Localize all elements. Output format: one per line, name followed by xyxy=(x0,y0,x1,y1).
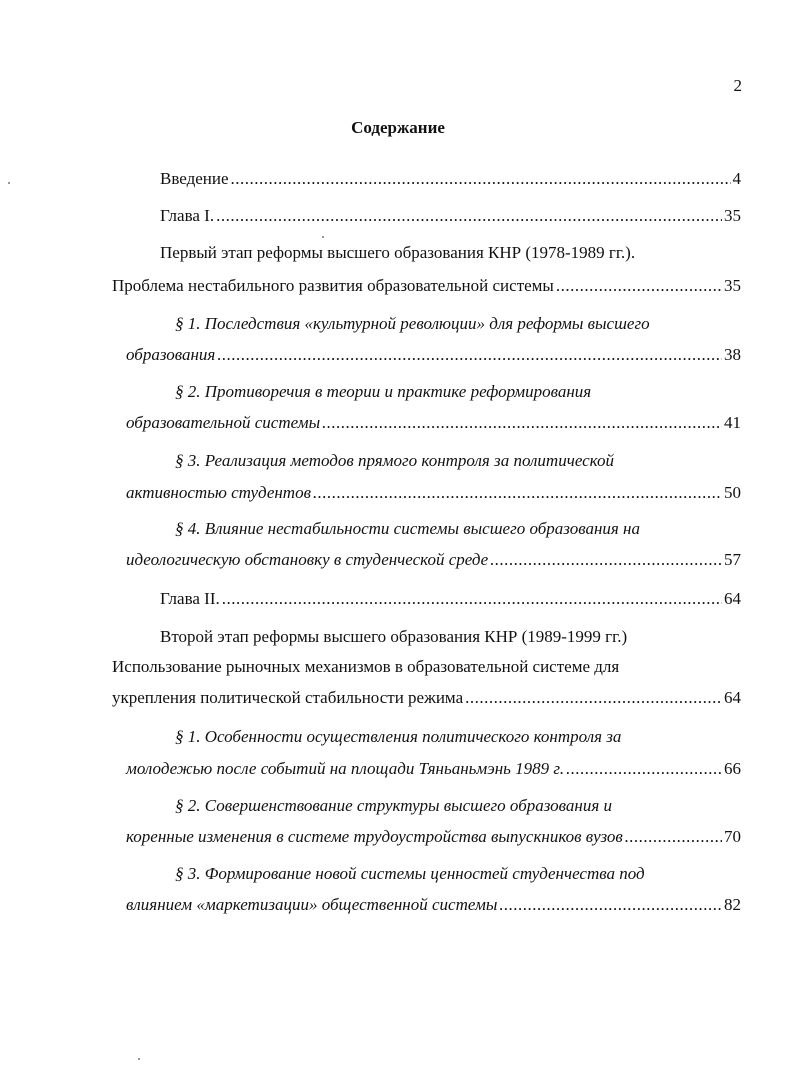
toc-page: 82 xyxy=(724,895,741,914)
section-1-4-line-1: § 4. Влияние нестабильности системы высшего образования на xyxy=(175,519,640,538)
toc-label: Проблема нестабильного развития образовательной системы xyxy=(112,276,554,295)
toc-label: влиянием «маркетизации» общественной системы xyxy=(126,895,498,914)
leader-dots xyxy=(556,275,722,297)
toc-label: Введение xyxy=(160,169,229,188)
toc-entry-section-1-1[interactable] xyxy=(126,344,741,366)
leader-dots xyxy=(217,344,722,366)
section-1-2-line-1: § 2. Противоречия в теории и практике реформирования xyxy=(175,382,592,401)
toc-page: 66 xyxy=(724,759,741,778)
toc-label: идеологическую обстановку в студенческой среде xyxy=(126,550,489,569)
toc-entry-section-1-3[interactable] xyxy=(126,482,741,504)
chapter-2-title-line-2: Использование рыночных механизмов в образовательной системе для xyxy=(112,657,620,676)
toc-page: 38 xyxy=(724,345,741,364)
toc-entry-chapter-1[interactable] xyxy=(160,205,741,227)
toc-entry-section-2-3[interactable] xyxy=(126,894,741,916)
page-number: 2 xyxy=(733,76,742,95)
leader-dots xyxy=(322,412,722,434)
toc-page: 35 xyxy=(724,206,741,225)
toc-page: 41 xyxy=(724,413,741,432)
toc-entry-chapter-2-title[interactable] xyxy=(112,687,741,709)
toc-label: образования xyxy=(126,345,216,364)
toc-label: образовательной системы xyxy=(126,413,321,432)
chapter-1-title-line-1: Первый этап реформы высшего образования КНР (1978-1989 гг.). xyxy=(160,243,636,262)
scan-speck xyxy=(322,236,324,238)
toc-label: укрепления политической стабильности режима xyxy=(112,688,464,707)
toc-page: 64 xyxy=(724,688,741,707)
section-2-2-line-1: § 2. Совершенствование структуры высшего образования и xyxy=(175,796,613,815)
toc-label: Глава I. xyxy=(160,206,215,225)
toc-page: 70 xyxy=(724,827,741,846)
chapter-2-title-line-1: Второй этап реформы высшего образования КНР (1989-1999 гг.) xyxy=(160,627,628,646)
toc-page: 4 xyxy=(732,169,741,188)
leader-dots xyxy=(465,687,722,709)
leader-dots xyxy=(216,205,722,227)
leader-dots xyxy=(499,894,722,916)
toc-label: активностью студентов xyxy=(126,483,311,502)
toc-page: 57 xyxy=(724,550,741,569)
toc-label: коренные изменения в системе трудоустройства выпускников вузов xyxy=(126,827,623,846)
section-1-1-line-1: § 1. Последствия «культурной революции» для реформы высшего xyxy=(175,314,650,333)
toc-page: 64 xyxy=(724,589,741,608)
section-1-3-line-1: § 3. Реализация методов прямого контроля за политической xyxy=(175,451,614,470)
leader-dots xyxy=(222,588,722,610)
leader-dots xyxy=(313,482,722,504)
leader-dots xyxy=(566,758,722,780)
toc-label: молодежью после событий на площади Тяньаньмэнь 1989 г. xyxy=(126,759,565,778)
section-2-1-line-1: § 1. Особенности осуществления политического контроля за xyxy=(175,727,622,746)
toc-label: Глава II. xyxy=(160,589,220,608)
toc-entry-section-2-1[interactable] xyxy=(126,758,741,780)
toc-page: 35 xyxy=(724,276,741,295)
section-2-3-line-1: § 3. Формирование новой системы ценностей студенчества под xyxy=(175,864,645,883)
page-title: Содержание xyxy=(351,118,445,137)
leader-dots xyxy=(231,168,731,190)
leader-dots xyxy=(625,826,722,848)
scan-speck xyxy=(138,1058,140,1060)
toc-entry-section-1-2[interactable] xyxy=(126,412,741,434)
toc-entry-intro[interactable] xyxy=(160,168,741,190)
toc-entry-chapter-2[interactable] xyxy=(160,588,741,610)
toc-entry-chapter-1-title[interactable] xyxy=(112,275,741,297)
toc-page: 50 xyxy=(724,483,741,502)
toc-entry-section-1-4[interactable] xyxy=(126,549,741,571)
leader-dots xyxy=(490,549,722,571)
toc-entry-section-2-2[interactable] xyxy=(126,826,741,848)
scan-speck xyxy=(8,182,10,184)
